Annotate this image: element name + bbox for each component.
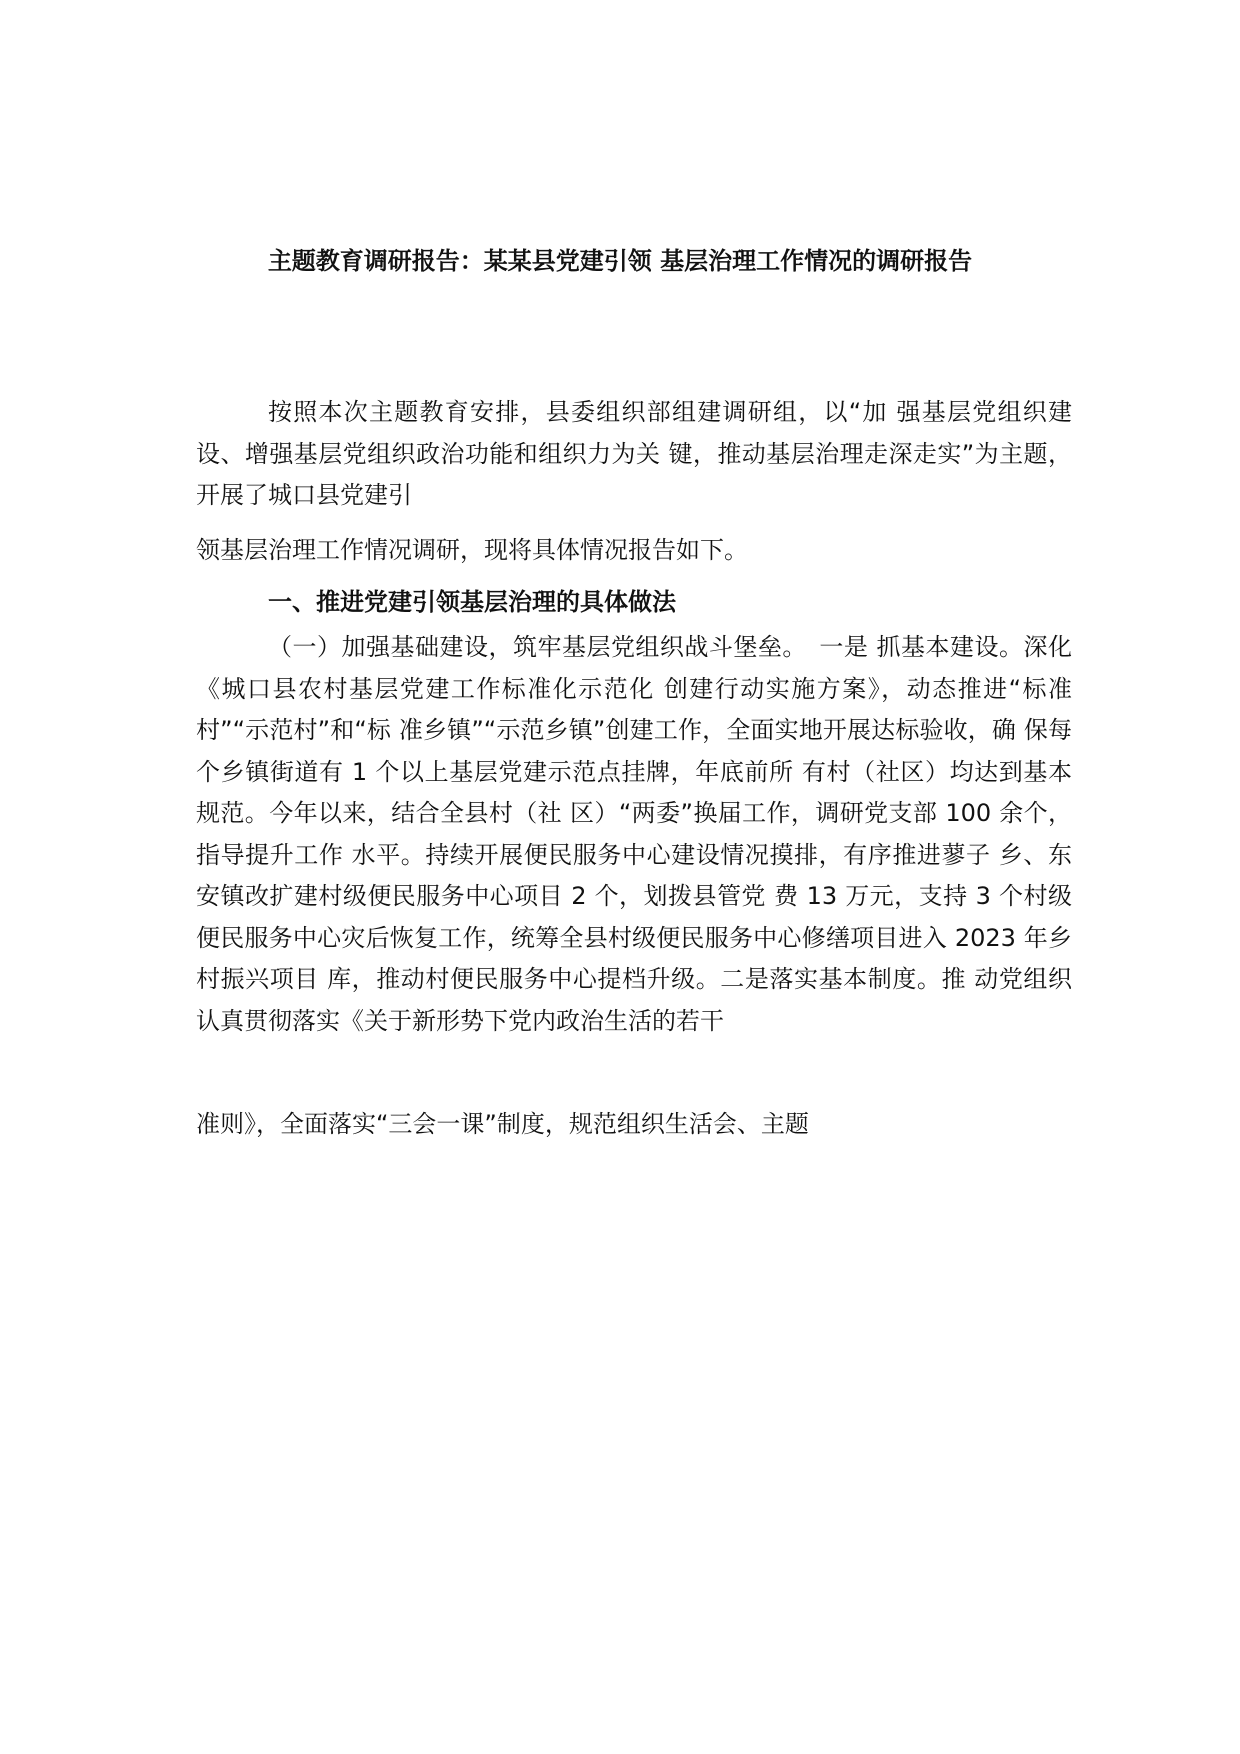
intro-paragraph: 按照本次主题教育安排，县委组织部组建调研组，以“加 强基层党组织建设、增强基层党组织政治功能和组织力为关 键，推动基层治理走深走实”为主题，开展了城口县党建引 [196,398,1072,509]
intro-continuation: 领基层治理工作情况调研，现将具体情况报告如下。 [196,536,748,564]
section-1-body: （一）加强基础建设，筑牢基层党组织战斗堡垒。 一是 抓基本建设。深化《城口县农村基层党建工作标准化示范化 创建行动实施方案》，动态推进“标准村”“示范村”和“标 准乡镇”“示范乡镇”创建工作，全面实地开展达标验收，确 保每个乡镇街道有 1 个以上基层党建示范点挂牌，年底前所 有村（社区）均达到基本规范。今年以来，结合全县村（社 区）“两委”换届工作，调研党支部 100 余个，指导提升工作 水平。持续开展便民服务中心建设情况摸排，有序推进蓼子 乡、东安镇改扩建村级便民服务中心项目 2 个，划拨县管党 费 13 万元，支持 3 个村级便民服务中心灾后恢复工作，统筹全县村级便民服务中心修缮项目进入 2023 年乡村振兴项目 库，推动村便民服务中心提档升级。二是落实基本制度。推 动党组织认真贯彻落实《关于新形势下党内政治生活的若干 [196,633,1072,1035]
section-1-continuation: 准则》，全面落实“三会一课”制度，规范组织生活会、主题 [196,1110,809,1138]
document-title: 主题教育调研报告：某某县党建引领 基层治理工作情况的调研报告 [267,247,973,275]
section-1-heading: 一、推进党建引领基层治理的具体做法 [268,588,676,616]
